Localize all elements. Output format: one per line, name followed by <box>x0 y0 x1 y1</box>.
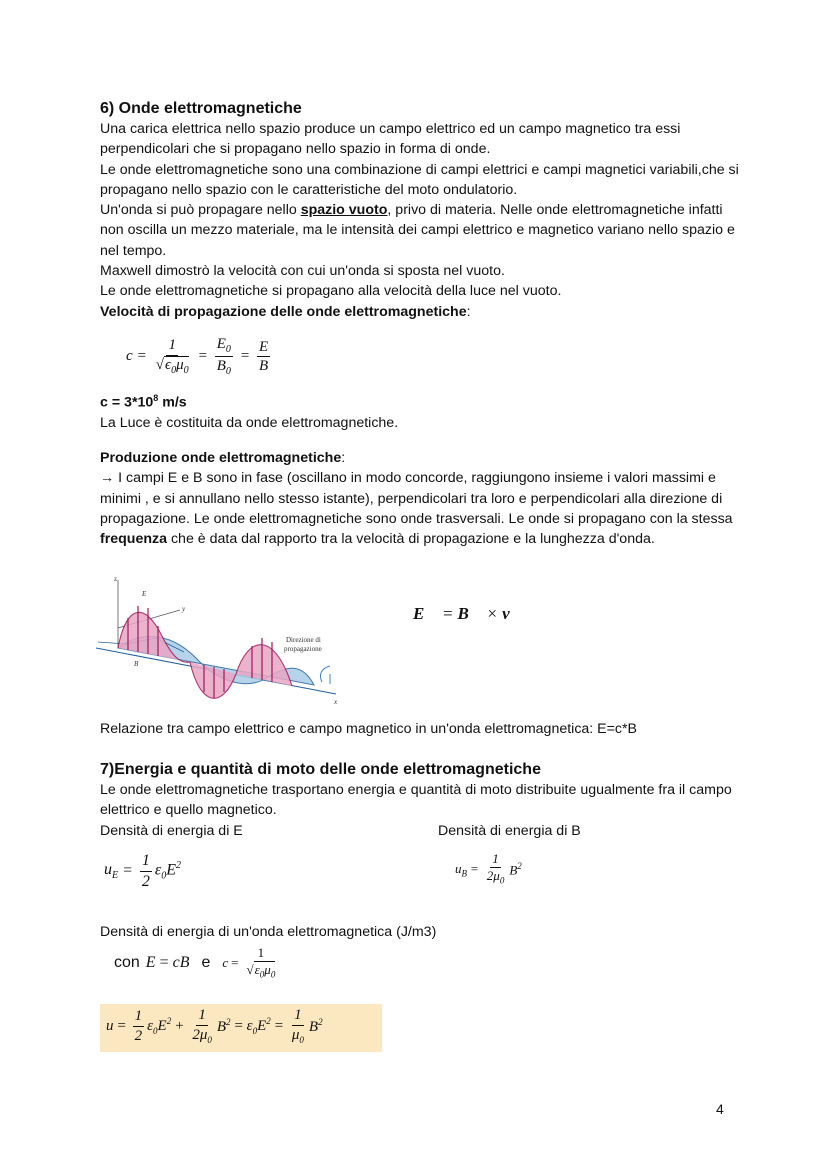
emphasis-vacuum: spazio vuoto <box>300 202 388 219</box>
propagation-speed-heading: Velocità di propagazione delle onde elettromagnetiche <box>100 303 467 320</box>
production-title: Produzione onde elettromagnetiche <box>100 450 342 466</box>
speed-formula: c = $\frac{1}{√\epsilon_0\mu_0}$ = $\frac{E_0}{B_0}$ = $\frac{E}{B}$ <box>126 336 269 377</box>
total-density-formula: u = $\frac{1}{2}$ $\varepsilon_0E^2$ + $\frac{1}{2\mu_0}$ $B^2$ = $\varepsilon_0E^2$ = $\frac{1}{\mu_0}$ $B^2$ <box>106 1007 323 1045</box>
condition-formula: con E = cB e c = $\frac{1}{√\varepsilon_0\mu_0}$ <box>114 945 276 980</box>
paragraph: Le onde elettromagnetiche trasportano energia e quantità di moto distribuite ugualmente fra il campo elettrico e quello magnetico. <box>100 782 732 819</box>
axis-y-label: y <box>182 605 186 613</box>
page-number: 4 <box>716 1101 724 1117</box>
direction-label-2: propagazione <box>284 645 322 653</box>
density-b-label: Densità di energia di B <box>438 823 581 839</box>
vector-formula: E⃗ = B⃗ × v⃗ <box>413 604 523 623</box>
propagation-arrow <box>320 666 330 682</box>
section-6 <box>100 99 740 322</box>
emphasis-frequency: frequenza <box>100 531 168 548</box>
direction-label-1: Direzione di <box>286 636 321 644</box>
paragraph: Le onde elettromagnetiche sono una combinazione di campi elettrici e campi magnetici variabili,che si propagano nello spazio con le caratteristiche del moto ondulatorio. <box>100 161 739 198</box>
production-block: Produzione onde elettromagnetiche: → I campi E e B sono in fase (oscillano in modo concorde, raggiungono insieme i valori massimi e minimi , e si annullano nello stesso istante), perpendicolari tra loro e perpendicolari alla direzione di propagazione. Le onde elettromagnetiche sono onde trasversali. Le onde si propagano con la stessa frequenza che è data dal rapporto tra la velocità di propagazione e la lunghezza d'onda. <box>100 448 740 549</box>
electric-density-formula: $u_E$ = $\frac{1}{2}$ $\varepsilon_0E^2$ <box>104 852 181 890</box>
light-note: La Luce è costituita da onde elettromagnetiche. <box>100 415 399 432</box>
magnetic-density-formula: $u_B$ = $\frac{1}{2\mu_0}$ $B^2$ <box>455 851 522 886</box>
section-7 <box>100 760 740 821</box>
label-b: B <box>134 660 139 668</box>
axis-z-label: z <box>114 576 118 583</box>
density-wave-label: Densità di energia di un'onda elettromagnetica (J/m3) <box>100 924 437 940</box>
density-e-label: Densità di energia di E <box>100 823 243 839</box>
paragraph: Velocità di propagazione delle onde elettromagnetiche: <box>100 303 471 320</box>
speed-block <box>100 388 740 433</box>
speed-value: $c = 3*10^8$ m/s <box>100 393 187 411</box>
paragraph: → I campi E e B sono in fase (oscillano in modo concorde, raggiungono insieme i valori massimi e minimi , e si annullano nello stesso istante), perpendicolari tra loro e perpendicolari alla direzione di propagazione. Le onde elettromagnetiche sono onde trasversali. Le onde si propagano con la stessa frequenza che è data dal rapporto tra la velocità di propagazione e la lunghezza d'onda. <box>100 470 733 548</box>
paragraph: Un'onda si può propagare nello spazio vuoto, privo di materia. Nelle onde elettromagnetiche infatti non oscilla un mezzo materiale, ma le intensità dei campi elettrico e magnetico variano nello spazio e nel tempo. <box>100 202 735 259</box>
section-7-title: 7)Energia e quantità di moto delle onde elettromagnetiche <box>100 761 541 778</box>
axis-x-label: x <box>334 698 338 706</box>
relation-line: Relazione tra campo elettrico e campo magnetico in un'onda elettromagnetica: E=c*B <box>100 721 638 737</box>
paragraph: Maxwell dimostrò la velocità con cui un'onda si sposta nel vuoto. <box>100 263 505 280</box>
paragraph: Le onde elettromagnetiche si propagano alla velocità della luce nel vuoto. <box>100 283 562 300</box>
paragraph: Una carica elettrica nello spazio produce un campo elettrico ed un campo magnetico tra essi perpendicolari che si propagano nello spazio in forma di onde. <box>100 121 681 158</box>
section-6-title: 6) Onde elettromagnetiche <box>100 100 302 117</box>
label-e: E <box>142 590 147 598</box>
em-wave-diagram <box>96 576 342 706</box>
